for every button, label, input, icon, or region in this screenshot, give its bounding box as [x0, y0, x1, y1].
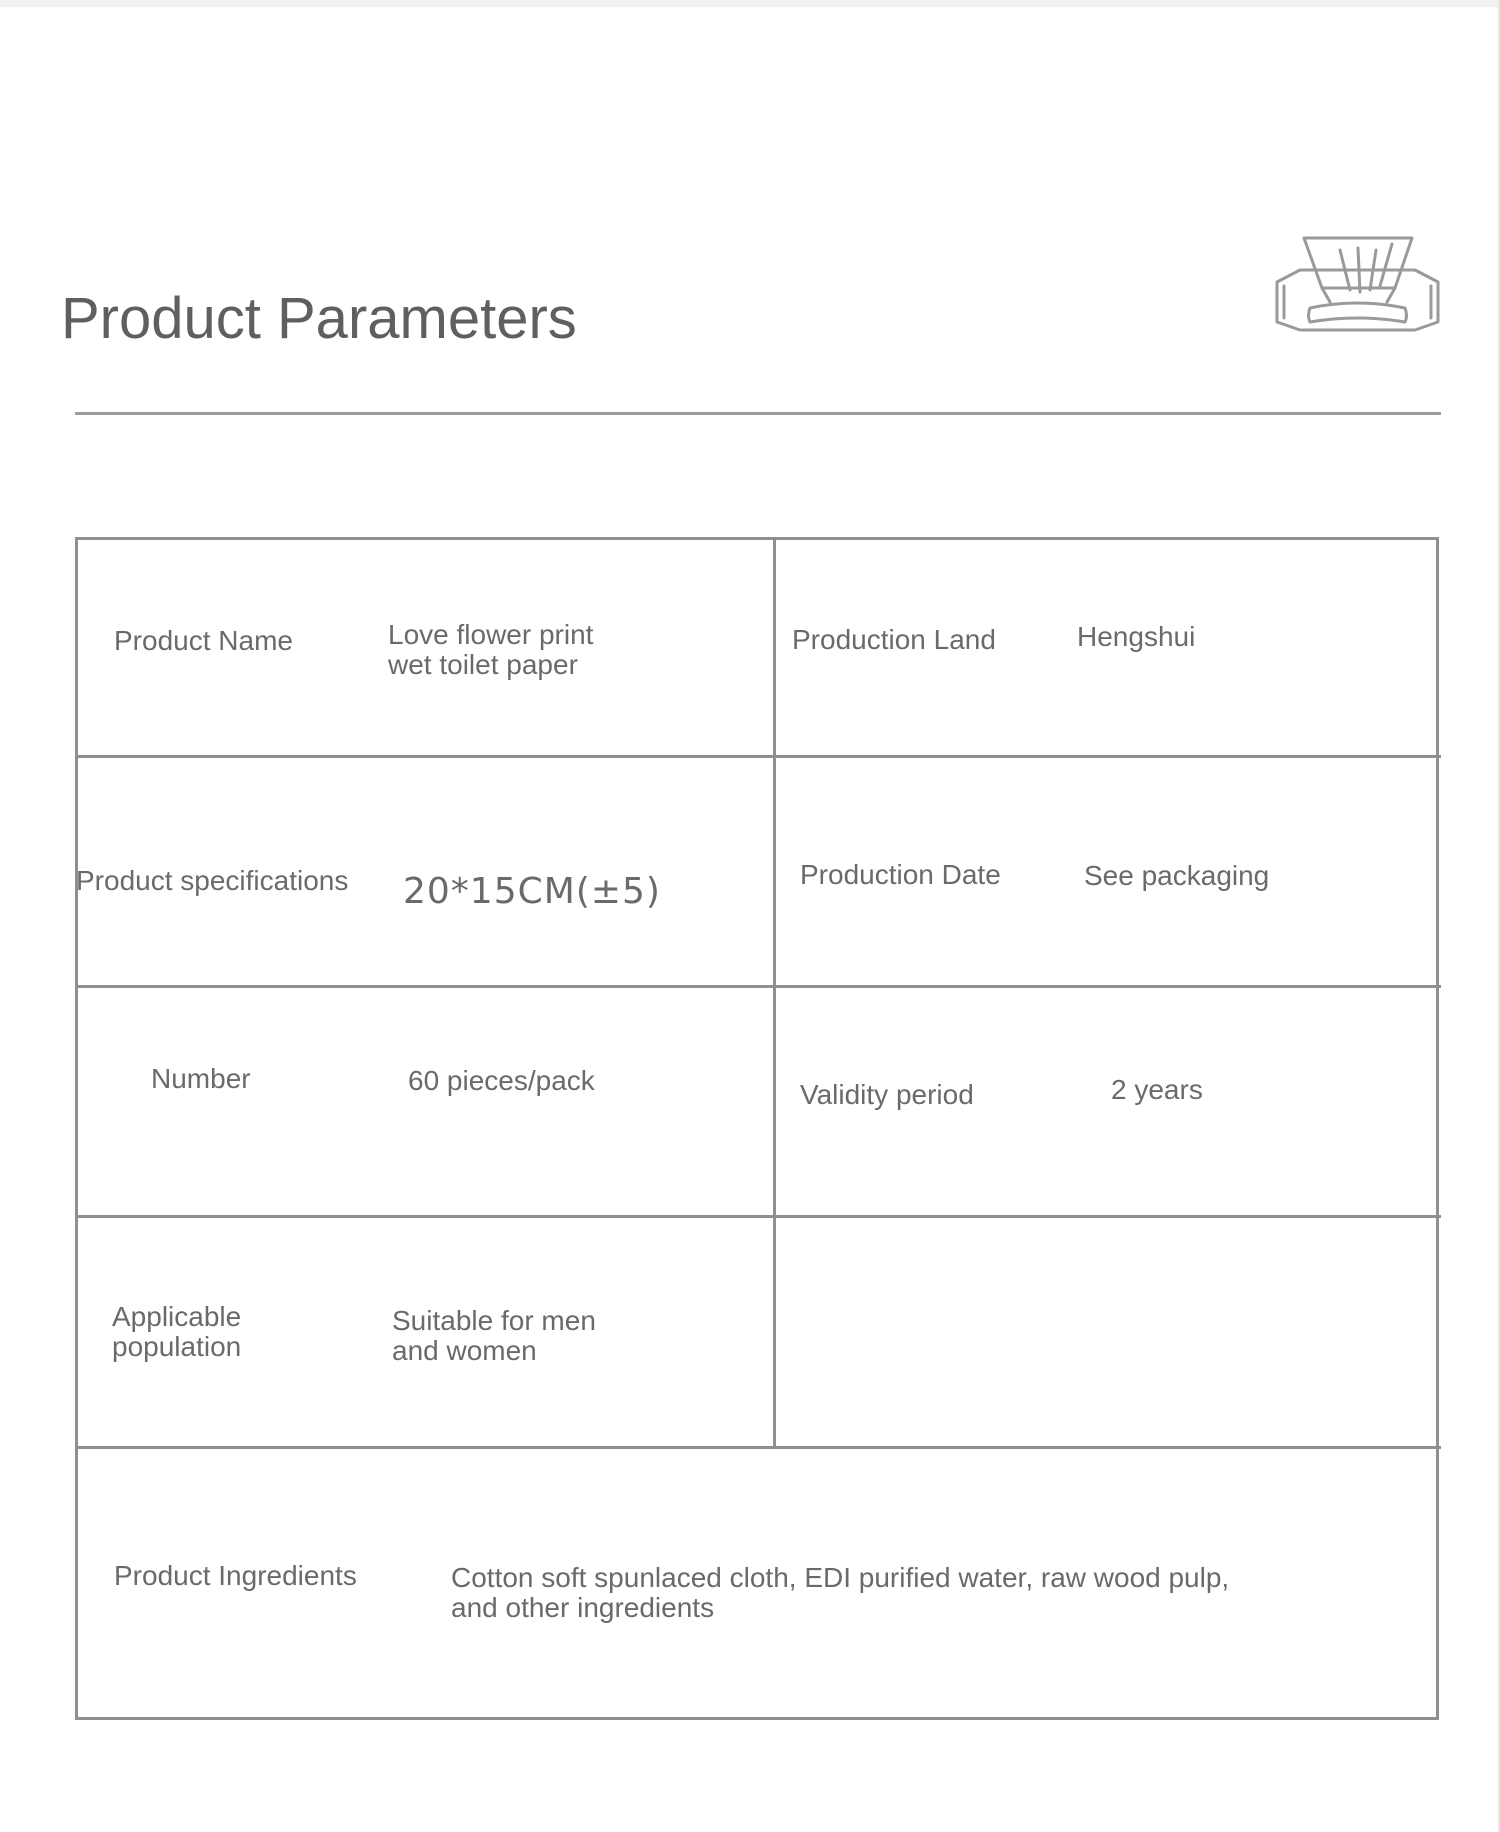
page-title: Product Parameters — [61, 286, 577, 351]
product-ingredients-value-line1: Cotton soft spunlaced cloth, EDI purified water, raw wood pulp, — [451, 1562, 1230, 1593]
applicable-population-value-line1: Suitable for men — [392, 1305, 596, 1336]
number-value: 60 pieces/pack — [408, 1065, 595, 1096]
production-date-label: Production Date — [800, 859, 1001, 890]
row-divider — [75, 755, 1441, 758]
column-divider — [773, 537, 776, 1449]
applicable-population-label-line1: Applicable — [112, 1301, 242, 1332]
product-specifications-value: 20*15CM(±5) — [403, 871, 661, 912]
title-divider — [75, 412, 1441, 415]
production-land-value: Hengshui — [1077, 621, 1196, 652]
wet-wipes-pack-icon — [1270, 230, 1445, 335]
parameters-table — [75, 537, 1439, 1720]
product-ingredients-value-line2: and other ingredients — [451, 1592, 715, 1623]
production-date-value: See packaging — [1084, 860, 1270, 891]
product-name-label: Product Name — [114, 625, 293, 656]
top-strip — [0, 0, 1500, 7]
validity-period-value: 2 years — [1111, 1074, 1203, 1105]
applicable-population-value-line2: and women — [392, 1335, 537, 1366]
applicable-population-label-line2: population — [112, 1331, 242, 1362]
row-divider — [75, 1215, 1441, 1218]
product-specifications-label: Product specifications — [76, 865, 349, 896]
number-label: Number — [151, 1063, 251, 1094]
product-name-value-line2: wet toilet paper — [388, 649, 578, 680]
validity-period-label: Validity period — [800, 1079, 974, 1110]
row-divider — [75, 1446, 1441, 1449]
product-name-value-line1: Love flower print — [388, 619, 594, 650]
production-land-label: Production Land — [792, 624, 996, 655]
row-divider — [75, 985, 1441, 988]
product-ingredients-label: Product Ingredients — [114, 1560, 357, 1591]
